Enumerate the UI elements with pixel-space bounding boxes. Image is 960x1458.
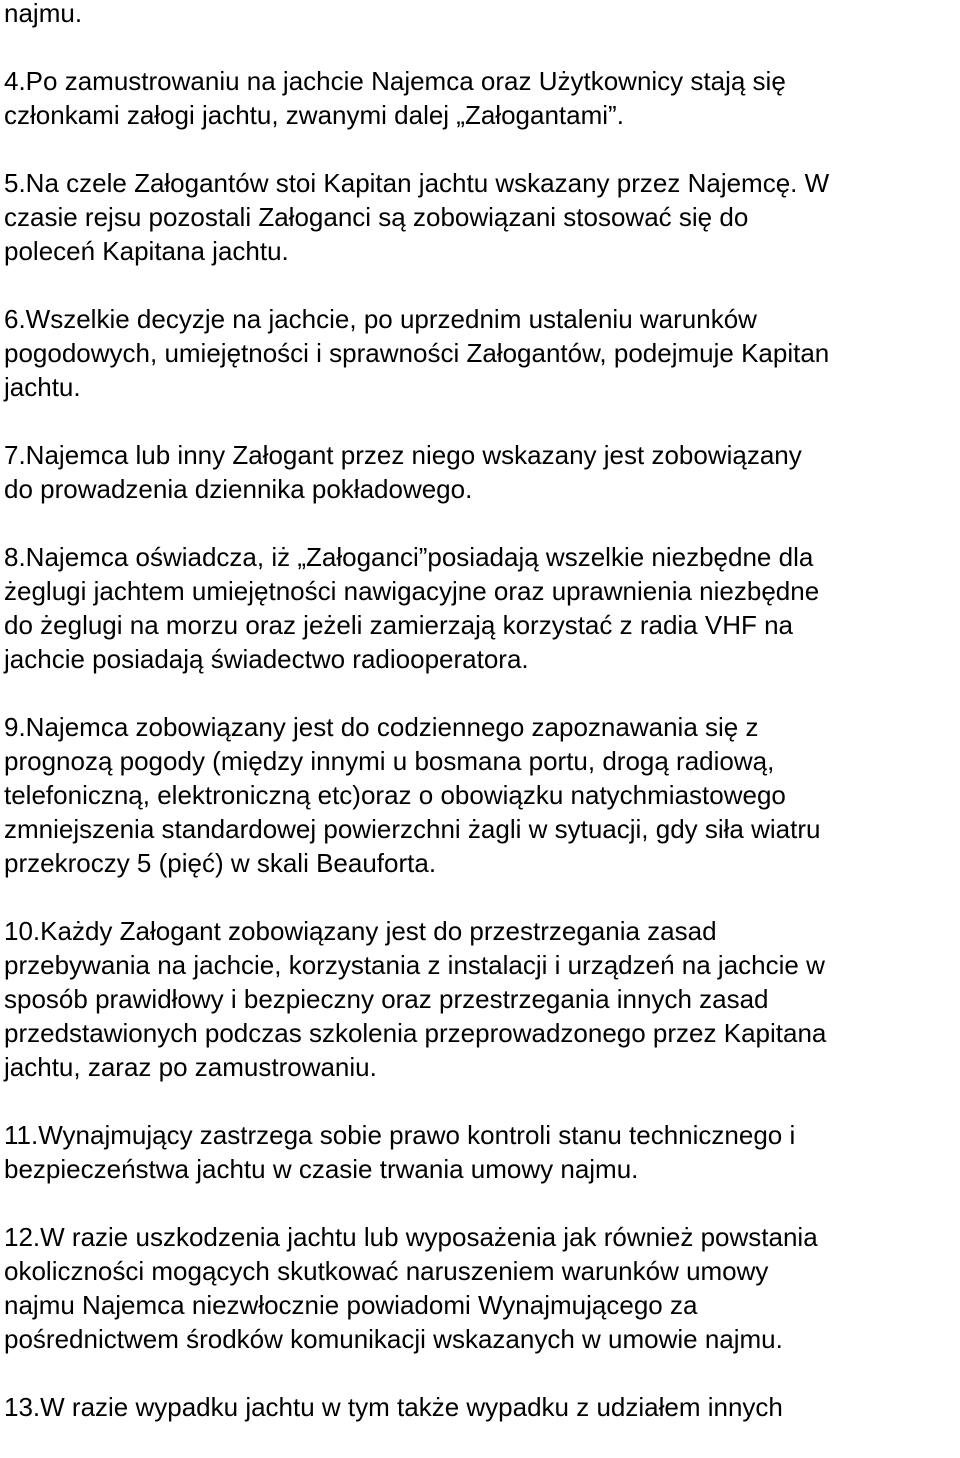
- text-line: sposób prawidłowy i bezpieczny oraz przestrzegania innych zasad: [4, 984, 769, 1014]
- text-line: jachtu.: [4, 372, 81, 402]
- text-line: przekroczy 5 (pięć) w skali Beauforta.: [4, 848, 437, 878]
- text-line: bezpieczeństwa jachtu w czasie trwania umowy najmu.: [4, 1154, 639, 1184]
- text-line: jachtu, zaraz po zamustrowaniu.: [4, 1052, 377, 1082]
- paragraph-6: [0, 302, 960, 404]
- text-line: żeglugi jachtem umiejętności nawigacyjne oraz uprawnienia niezbędne: [4, 576, 820, 606]
- text-line: telefoniczną, elektroniczną etc)oraz o obowiązku natychmiastowego: [4, 780, 786, 810]
- text-line: najmu Najemca niezwłocznie powiadomi Wynajmującego za: [4, 1290, 698, 1320]
- paragraph-12: [0, 1220, 960, 1356]
- text-line: 5.Na czele Załogantów stoi Kapitan jachtu wskazany przez Najemcę. W: [4, 168, 830, 198]
- text-line: pośrednictwem środków komunikacji wskazanych w umowie najmu.: [4, 1324, 783, 1354]
- text-line: 8.Najemca oświadcza, iż „Załoganci”posiadają wszelkie niezbędne dla: [4, 542, 814, 572]
- text-line: członkami załogi jachtu, zwanymi dalej „Załogantami”.: [4, 100, 624, 130]
- paragraph-7: [0, 438, 960, 506]
- paragraph-continuation: [0, 0, 960, 30]
- paragraph-11: [0, 1118, 960, 1186]
- paragraph-9: [0, 710, 960, 880]
- text-line: prognozą pogody (między innymi u bosmana portu, drogą radiową,: [4, 746, 775, 776]
- paragraph-10: [0, 914, 960, 1084]
- text-line: 13.W razie wypadku jachtu w tym także wypadku z udziałem innych: [4, 1392, 783, 1422]
- text-line: jachcie posiadają świadectwo radiooperatora.: [4, 644, 529, 674]
- text-line: 9.Najemca zobowiązany jest do codziennego zapoznawania się z: [4, 712, 759, 742]
- text-line: do prowadzenia dziennika pokładowego.: [4, 474, 473, 504]
- paragraph-13: [0, 1390, 960, 1424]
- paragraph-8: [0, 540, 960, 676]
- paragraph-5: [0, 166, 960, 268]
- text-line: czasie rejsu pozostali Załoganci są zobowiązani stosować się do: [4, 202, 749, 232]
- text-line: 10.Każdy Załogant zobowiązany jest do przestrzegania zasad: [4, 916, 717, 946]
- text-line: 12.W razie uszkodzenia jachtu lub wyposażenia jak również powstania: [4, 1222, 818, 1252]
- text-line: 6.Wszelkie decyzje na jachcie, po uprzednim ustaleniu warunków: [4, 304, 757, 334]
- text-line: pogodowych, umiejętności i sprawności Załogantów, podejmuje Kapitan: [4, 338, 830, 368]
- text-line: zmniejszenia standardowej powierzchni żagli w sytuacji, gdy siła wiatru: [4, 814, 821, 844]
- text-line: przedstawionych podczas szkolenia przeprowadzonego przez Kapitana: [4, 1018, 827, 1048]
- text-line: 11.Wynajmujący zastrzega sobie prawo kontroli stanu technicznego i: [4, 1120, 796, 1150]
- text-line: najmu.: [4, 0, 83, 28]
- text-line: przebywania na jachcie, korzystania z instalacji i urządzeń na jachcie w: [4, 950, 825, 980]
- paragraph-4: [0, 64, 960, 132]
- text-line: poleceń Kapitana jachtu.: [4, 236, 289, 266]
- text-line: 7.Najemca lub inny Załogant przez niego wskazany jest zobowiązany: [4, 440, 802, 470]
- text-line: okoliczności mogących skutkować naruszeniem warunków umowy: [4, 1256, 769, 1286]
- text-line: do żeglugi na morzu oraz jeżeli zamierzają korzystać z radia VHF na: [4, 610, 794, 640]
- text-line: 4.Po zamustrowaniu na jachcie Najemca oraz Użytkownicy stają się: [4, 66, 786, 96]
